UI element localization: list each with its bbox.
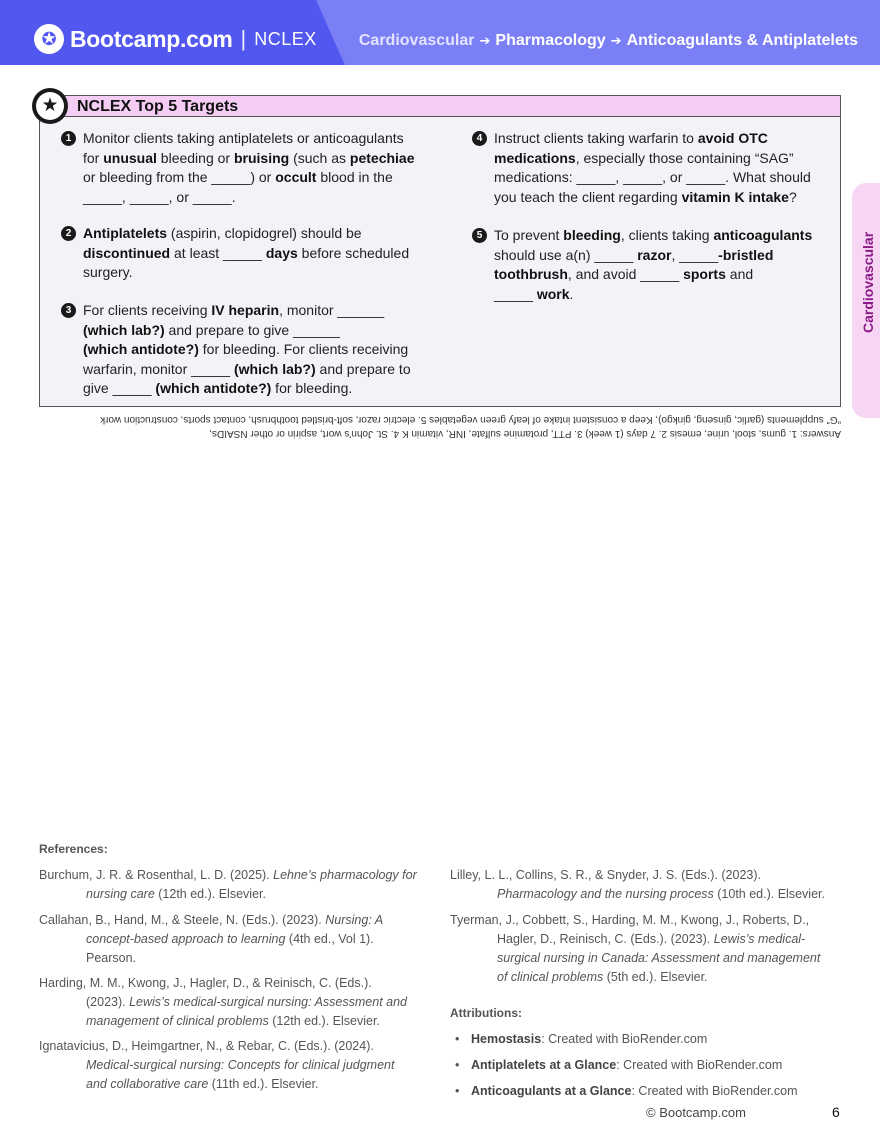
arrow-right-icon: ➔ (610, 33, 622, 48)
item-number: 1 (61, 131, 76, 146)
item-text (494, 129, 811, 207)
target-item (65, 129, 415, 207)
text-line: Tyerman, J., Cobbett, S., Harding, M. M., Kwong, J., Roberts, D., (450, 913, 810, 927)
targets-title: NCLEX Top 5 Targets (77, 98, 239, 115)
answer-line: Answers: 1. gums, stool, urine, emesis 2. 7 days (1 week) 3. PTT, protamine sulfate, INR, vitamin K 4. St. John’s wort, aspirin or other NSAIDs, (209, 428, 841, 439)
reference-entry (39, 1037, 394, 1094)
text-line: warfarin, monitor _____ (which lab?) and prepare to (83, 360, 411, 377)
reference-entry (39, 974, 407, 1031)
bullet-icon: • (455, 1058, 460, 1072)
text-line: Pearson. (86, 951, 137, 965)
text-line: For clients receiving IV heparin, monitor ______ (83, 302, 385, 318)
reference-entry (39, 866, 417, 904)
text-line: you teach the client regarding vitamin K intake? (494, 188, 797, 205)
item-number: 2 (61, 226, 76, 241)
text-line: Pharmacology and the nursing process (10th ed.). Elsevier. (497, 887, 825, 901)
text-line: discontinued at least _____ days before scheduled (83, 244, 410, 261)
text-line: To prevent bleeding, clients taking anticoagulants (494, 227, 813, 243)
text-line: _____ work. (494, 285, 574, 302)
answer-key (39, 412, 841, 440)
text-line: or bleeding from the _____) or occult blood in the (83, 169, 393, 185)
brand (34, 24, 317, 54)
side-tab-label: Cardiovascular (860, 231, 876, 333)
text-line: (2023). Lewis’s medical-surgical nursing: Assessment and (86, 995, 407, 1009)
text-line: give _____ (which antidote?) for bleeding. (83, 380, 353, 396)
text-line: surgical nursing in Canada: Assessment and management (497, 951, 821, 965)
breadcrumb-item: Cardiovascular (358, 32, 475, 49)
text-line: medications: _____, _____, or _____. What should (494, 169, 811, 185)
attribution-item: • Antiplatelets at a Glance: Created with BioRender.com (455, 1058, 783, 1072)
text-line: Hagler, D., Reinisch, C. (Eds.). (2023). Lewis’s medical- (497, 932, 806, 946)
breadcrumb-item: Pharmacology (495, 32, 606, 49)
page-number: 6 (832, 1104, 840, 1120)
item-number: 4 (472, 131, 487, 146)
text-line: nursing care (12th ed.). Elsevier. (86, 887, 266, 901)
target-item (476, 226, 813, 304)
brand-name: Bootcamp.com (70, 25, 233, 52)
reference-entry (450, 911, 820, 987)
bullet-icon: • (455, 1084, 460, 1098)
target-item (476, 129, 811, 207)
arrow-right-icon: ➔ (479, 33, 491, 48)
text-line: medications, especially those containing “SAG” (494, 149, 794, 166)
bootcamp-logo-icon: ✪ (34, 24, 64, 54)
text-line: and collaborative care (11th ed.). Elsevier. (86, 1077, 319, 1091)
targets-header (40, 96, 840, 117)
text-line: Harding, M. M., Kwong, J., Hagler, D., & Reinisch, C. (Eds.). (39, 976, 372, 990)
target-item (65, 301, 411, 399)
text-line: for unusual bleeding or bruising (such as petechiae (83, 149, 415, 166)
page-header (0, 0, 880, 65)
item-number: 5 (472, 228, 487, 243)
answer-line: “G” supplements (garlic, ginseng, ginkgo), Keep a consistent intake of leafy green vegetables 5. electric razor, soft-bristled toothbrush, contact sports, construction work (100, 414, 841, 425)
star-badge-icon: ★ (32, 88, 68, 124)
brand-product: NCLEX (254, 28, 317, 49)
target-item (65, 224, 410, 283)
text-line: Callahan, B., Hand, M., & Steele, N. (Eds.). (2023). Nursing: A (39, 913, 384, 927)
bullet-icon: • (455, 1032, 460, 1046)
text-line: concept-based approach to learning (4th ed., Vol 1). (86, 932, 374, 946)
item-text (494, 226, 812, 304)
item-text (83, 224, 409, 283)
text-line: Instruct clients taking warfarin to avoid OTC (494, 130, 768, 146)
references-title: References: (39, 842, 108, 856)
text-line: _____, _____, or _____. (83, 188, 236, 205)
item-text (83, 301, 411, 399)
breadcrumb (359, 32, 858, 50)
attribution-item: • Anticoagulants at a Glance: Created with BioRender.com (455, 1084, 798, 1098)
reference-entry (39, 911, 383, 968)
footer-copyright: © Bootcamp.com (646, 1105, 746, 1120)
item-number: 3 (61, 303, 76, 318)
breadcrumb-item: Anticoagulants & Antiplatelets (626, 32, 858, 49)
text-line: Ignatavicius, D., Heimgartner, N., & Rebar, C. (Eds.). (2024). (39, 1039, 374, 1053)
text-line: Medical-surgical nursing: Concepts for clinical judgment (86, 1058, 395, 1072)
item-text (83, 129, 415, 207)
text-line: management of clinical problems (12th ed.). Elsevier. (86, 1014, 380, 1028)
brand-separator: | (240, 26, 247, 51)
text-line: Monitor clients taking antiplatelets or anticoagulants (83, 130, 404, 146)
reference-entry (450, 866, 825, 904)
text-line: Lilley, L. L., Collins, S. R., & Snyder, J. S. (Eds.). (2023). (450, 868, 761, 882)
attributions-title: Attributions: (450, 1006, 522, 1020)
text-line: surgery. (83, 264, 133, 280)
text-line: Burchum, J. R. & Rosenthal, L. D. (2025). Lehne’s pharmacology for (39, 868, 417, 882)
text-line: toothbrush, and avoid _____ sports and (494, 266, 754, 282)
text-line: of clinical problems (5th ed.). Elsevier. (497, 970, 708, 984)
attribution-item: • Hemostasis: Created with BioRender.com (455, 1032, 708, 1046)
text-line: (which lab?) and prepare to give ______ (83, 321, 340, 338)
text-line: Antiplatelets (aspirin, clopidogrel) should be (83, 225, 362, 241)
text-line: (which antidote?) for bleeding. For clients receiving (83, 341, 409, 357)
text-line: should use a(n) _____ razor, _____-bristled (494, 246, 774, 263)
